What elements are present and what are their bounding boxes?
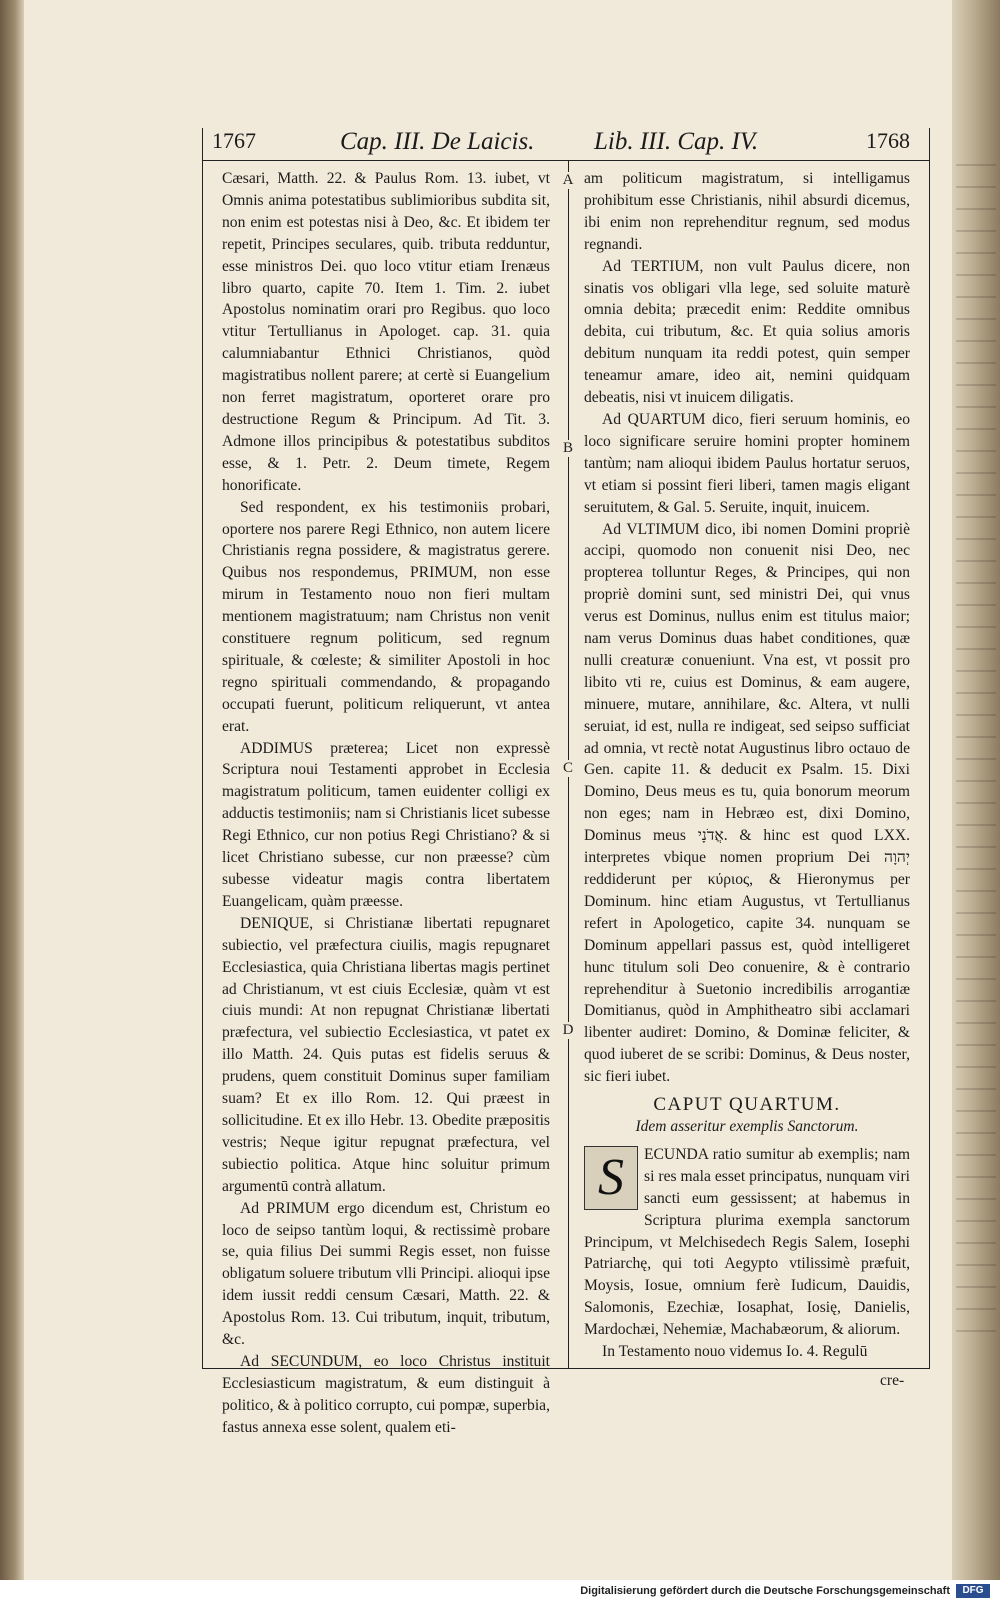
drop-cap-initial: S [584,1146,638,1210]
header-rule [202,160,930,161]
right-text-column [584,168,910,1363]
right-running-title: Lib. III. Cap. IV. [594,128,759,155]
margin-marker-d: D [560,1022,576,1039]
adjacent-page-text-bleed [956,150,996,1350]
chapter-subtitle: Idem asseritur exemplis Sanctorum. [635,1117,859,1135]
margin-marker-c: C [560,760,576,777]
left-text-column [222,168,550,1439]
left-paragraph-1: Cæsari, Matth. 22. & Paulus Rom. 13. iubet, vt Omnis anima potestatibus sublimioribus subdita sit, non enim est potestas nisi à Deo, &c. Et ibidem ter repetit, Principes seculares, quib. tributa redduntur, esse ministros Dei. quo loco vtitur etiam Irenæus libro quarto, capite 70. Item 1. Tim. 2. iubet Apostolus nominatim orari pro Regibus. quo loco vtitur Tertullianus in Apologet. cap. 31. quia calumniabantur Ethnici Christianos, quòd magistratibus nollent parere; at certè si Euangelium non ferret magistratum, oporteret orare pro destructione Regum & Principum. Ad Tit. 3. Admone illos principibus & potestatibus subditos esse, & 1. Petr. 2. Deum timete, Regem honorificate. [222,170,550,494]
right-paragraph-3: Ad QUARTUM dico, fieri seruum hominis, eo loco significare seruire homini propter hominem tantùm; nam alioqui ibidem Paulus hortatur seruos, vt etiam si possint fieri liberi, tamen magis eligant seruitutem, & Gal. 5. Seruite, inquit, inuicem. [584,410,910,516]
right-paragraph-2: Ad TERTIUM, non vult Paulus dicere, non sinatis vos obligari vlla lege, sed soluite maturè omnia debita; præcedit enim: Reddite omnibus debita, cui tributum, &c. Et quia solius amoris debitum nunquam ita reddi potest, quin semper teneamur amare, ideo ait, nemini quidquam debeatis, nisi vt inuicem diligatis. [584,257,910,407]
margin-marker-a: A [560,172,576,189]
right-paragraph-4: Ad VLTIMUM dico, ibi nomen Domini propriè accipi, quomodo non conuenit nisi Deo, nec propterea tolluntur Reges, & Principes, qui non propriè domini sunt, sed ministri Dei, qui vnus verus est Dominus, nullus enim est titulus maior; nam verus Dominus duas habet conditiones, quæ nulli creaturæ conueniunt. Vna est, vt possit pro libito vti re, cuius est Dominus, & eam augere, minuere, mutare, annihilare, &c. Altera, vt nulli seruiat, id est, nulla re indigeat, sed seipso sufficiat ad omnia, vt rectè notat Augustinus libro octauo de Gen. capite 11. & deducit ex Psalm. 15. Dixi Domino, Deus meus es tu, quia bonorum meorum non eges; nam in Hebræo est, dixi Domino, Dominus meus אֲדֹנָי. & hinc est quod LXX. interpretes vbique nomen proprium Dei יְהוָה reddiderunt per κύριος, & Hieronymus per Dominum. hinc etiam Augustus, vt Tertullianus refert in Apologetico, capite 34. nunquam se Dominum appellari passus est, quòd intelligeret hunc titulum soli Deo conuenire, & è contrario reprehenditur à Suetonio incredibilis arrogantiæ Domitianus, quòd in Amphitheatro sibi acclamari libenter audiret: Domino, & Dominæ feliciter, & quod iuberet de se scribi: Dominus, & Deus noster, sic fieri iubet. [584,520,910,1086]
left-paragraph-3: ADDIMUS præterea; Licet non expressè Scriptura noui Testamenti approbet in Ecclesia magistratum politicum, tamen euidenter colligi ex adductis testimoniis; nam si Christianis licet subesse Regi Ethnico, cur non potius Regi Christiano? & si licet Christiano subesse, cur non præesse? cùm subesse videatur magis contra libertatem Euangelicam, quàm præesse. [222,739,550,910]
chapter-opening [584,1144,910,1341]
book-binding-edge [0,0,24,1580]
digitization-credit: Digitalisierung gefördert durch die Deutsche Forschungsgemeinschaft [580,1585,950,1597]
digitization-footer [0,1580,1000,1603]
left-paragraph-2: Sed respondent, ex his testimoniis probari, oportere nos parere Regi Ethnico, non autem licere Christianis regna possidere, & magistratus gerere. Quibus nos respondemus, PRIMUM, non esse mirum in Testamento nouo non fieri multam mentionem magistratuum; nam Christus non venit constituere regnum politicum, sed regnum spirituale, & cœleste; & similiter Apostoli in hoc regno spirituali commendando, & propagando occupati fuerunt, politicum reliquerunt, vt antea erat. [222,498,550,735]
catchword: cre- [880,1372,905,1389]
dfg-logo: DFG [956,1584,990,1598]
left-paragraph-5: Ad PRIMUM ergo dicendum est, Christum eo loco de seipso tantùm loqui, & rectissimè probare se, quia filius Dei summi Regis esset, non fuisse obligatum soluere tributum vlli Principi. alioqui ipse idem iussit reddi censum Cæsari, Matth. 22. & Apostolus Rom. 13. Cui tributum, inquit, tributum, &c. [222,1199,550,1349]
chapter-paragraph: ECUNDA ratio sumitur ab exemplis; nam si res mala esset principatus, nunquam viri sancti eum gessissent; at habemus in Scriptura plurima exempla sanctorum Principum, vt Melchisedech Regis Salem, Iosephi Patriarchę, qui toti Aegypto vtilissimè præfuit, Moysis, Iosue, omnium ferè Iudicum, Dauidis, Salomonis, Ezechiæ, Iosaphat, Iosię, Danielis, Mardochæi, Nehemiæ, Machabæorum, & aliorum. [584,1145,910,1339]
left-paragraph-4: DENIQUE, si Christianæ libertati repugnaret subiectio, vel præfectura ciuilis, magis repugnaret Ecclesiastica, quia Christiana libertas magis pertinet ad Christianum, vt est ciuis Ecclesiæ, quàm vt est ciuis mundi: At non repugnat Christianæ libertati præfectura, vel subiectio Ecclesiastica, vt patet ex illo Matth. 24. Quis putas est fidelis seruus & prudens, quem constituit Dominus super familiam suam? Et ex illo Rom. 12. Qui præest in sollicitudine. Et ex illo Hebr. 13. Obedite præpositis vestris; Neque igitur repugnat præfectura, vel subiectio politica. Atque hinc soluitur primum argumentū contrà allatum. [222,914,550,1195]
right-paragraph-1: am politicum magistratum, si intelligamus prohibitum esse Christianis, nihil absurdi dicemus, ibi enim non reprehenditur regnum, sed modus regnandi. [584,170,910,253]
left-paragraph-6: Ad SECUNDUM, eo loco Christus instituit Ecclesiasticum magistratum, & eum distinguit à politico, & à politico corrupto, cui pompæ, superbia, fastus annexa esse solent, qualem eti- [222,1352,550,1436]
right-page-number: 1768 [866,128,910,153]
chapter-heading: CAPUT QUARTUM. [653,1094,841,1116]
left-running-title: Cap. III. De Laicis. [340,128,535,155]
right-last-paragraph: In Testamento nouo videmus Io. 4. Regulū [602,1343,868,1361]
left-page-number: 1767 [212,128,256,153]
margin-marker-b: B [560,440,576,457]
